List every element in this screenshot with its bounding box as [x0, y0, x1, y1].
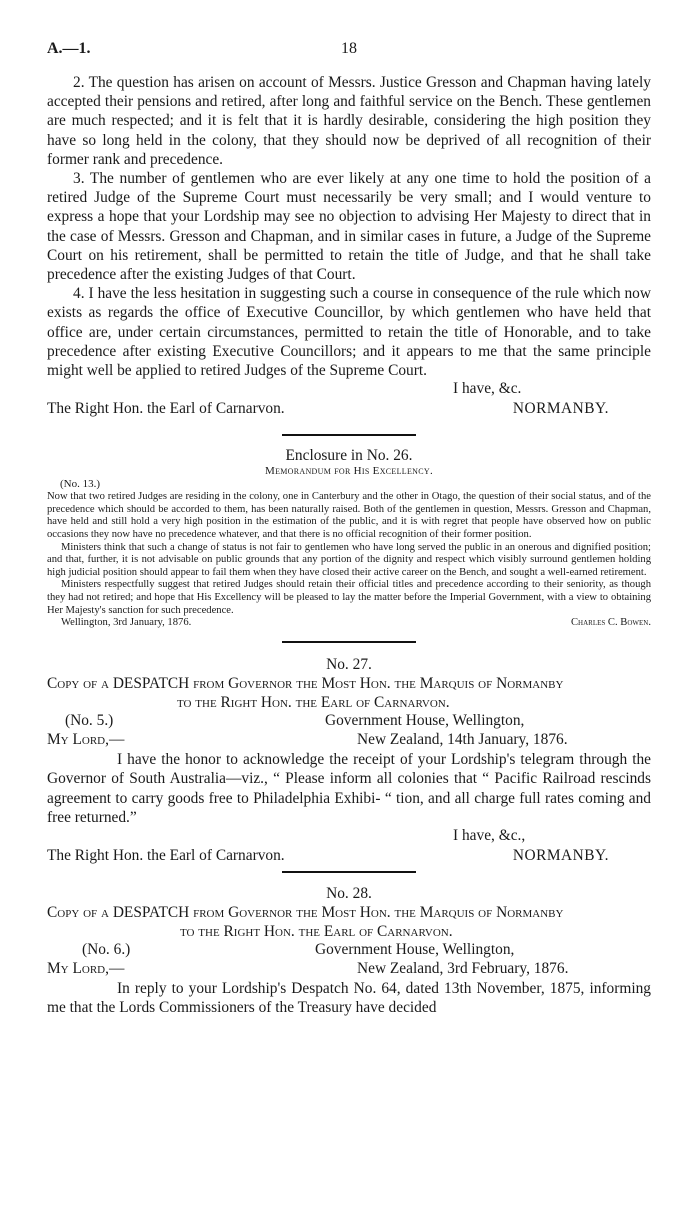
page-header [47, 40, 651, 62]
enclosure-heading: Enclosure in No. 26. [285, 447, 413, 465]
closing-phrase: I have, &c. [453, 380, 522, 398]
despatch-27-meta-2 [47, 731, 651, 750]
signature: NORMANBY. [512, 400, 609, 418]
despatch-27-title: Copy of a DESPATCH from Governor the Most Hon. the Marquis of Normanby [47, 675, 564, 693]
despatch-28-location: Government House, Wellington, [315, 941, 515, 958]
memorandum-paragraph-2: Ministers think that such a change of status is not fair to gentlemen who have long served the public in an onerous and dignified position; and that, further, it is not advisable on public grounds that any portion of the dignity and respect which visibly surround gentlemen holding high judicial position should appear to fail them when they have closed their active career on the Bench, and sought a well-earned retirement. [47, 541, 651, 578]
memorandum-paragraph-1: Now that two retired Judges are residing in the colony, one in Canterbury and the other in Otago, the question of their social status, and of the precedence which should be accorded to them, has been naturally raised. Both of the gentlemen in question, Messrs. Gresson and Chapman, have held and still hold a very high position in the estimation of the public, and it is with regret that people have observed how on public occasions they now have no precedence whatever, and that there is no official recognition of their former position. [47, 491, 651, 541]
memorandum-number: (No. 13.) [60, 478, 101, 491]
memorandum-title: Memorandum for His Excellency. [264, 465, 433, 478]
addressee: The Right Hon. the Earl of Carnarvon. [47, 847, 285, 864]
page-number: 18 [341, 40, 357, 57]
despatch-28-heading: No. 28. [326, 885, 372, 902]
despatch-27-signature-line [47, 847, 651, 869]
signature-line [47, 400, 651, 422]
despatch-27-date: New Zealand, 14th January, 1876. [357, 731, 568, 749]
document-page [47, 40, 651, 1017]
memorandum-place-date: Wellington, 3rd January, 1876. [61, 617, 192, 629]
addressee: The Right Hon. the Earl of Carnarvon. [47, 400, 285, 418]
memorandum-signatory: Charles C. Bowen. [570, 617, 651, 629]
despatch-28-title-2: to the Right Hon. the Earl of Carnarvon. [180, 923, 453, 940]
document-reference: A.—1. [47, 40, 91, 57]
despatch-27-salutation: My Lord,— [47, 731, 125, 749]
despatch-27-meta-1 [47, 712, 651, 731]
despatch-28-meta-2 [47, 960, 651, 979]
despatch-27-location: Government House, Wellington, [325, 712, 525, 730]
memorandum-paragraph-3: Ministers respectfully suggest that retired Judges should retain their official titles and precedence according to their seniority, as though they had not retired; and hope that His Excellency will be pleased to lay the matter before the Imperial Government, with a view to obtaining Her Majesty's sanction for such precedence. [47, 579, 651, 616]
despatch-27-body: I have the honor to acknowledge the receipt of your Lordship's telegram through the Governor of South Australia—viz., “ Please inform all colonies that “ Pacific Railroad rescinds agreement to carry goods free to Philadelphia Exhibi- “ tion, and all charge full rates coming and free returned.” [47, 751, 651, 826]
despatch-27-number: (No. 5.) [65, 712, 114, 730]
despatch-27-title-2: to the Right Hon. the Earl of Carnarvon. [177, 694, 450, 712]
despatch-27-heading: No. 27. [326, 656, 372, 674]
despatch-28-meta-1 [47, 941, 651, 960]
despatch-28-date: New Zealand, 3rd February, 1876. [357, 960, 569, 977]
paragraph-3: 3. The number of gentlemen who are ever likely at any one time to hold the position of a retired Judge of the Supreme Court must necessarily be very small; and I would venture to express a hope that your Lordship may see no objection to advising Her Majesty to direct that in the case of Messrs. Gresson and Chapman, and in similar cases in future, a Judge of the Supreme Court on his retirement, shall be permitted to retain the title of Judge, and that he shall take precedence after the existing Judges of that Court. [47, 170, 651, 284]
despatch-28-number: (No. 6.) [82, 941, 131, 958]
despatch-28-body: In reply to your Lordship's Despatch No. 64, dated 13th November, 1875, informing me that the Lords Commissioners of the Treasury have decided [47, 980, 651, 1017]
despatch-28-title: Copy of a DESPATCH from Governor the Most Hon. the Marquis of Normanby [47, 904, 564, 921]
paragraph-2: 2. The question has arisen on account of Messrs. Justice Gresson and Chapman having lately accepted their pensions and retired, after long and faithful service on the Bench. These gentlemen are much respected; and it is felt that it is hardly desirable, considering the high position they have so long held in the colony, that they should now be deprived of all recognition of their former rank and precedence. [47, 74, 651, 168]
memorandum-footer [47, 617, 651, 631]
despatch-27-closing: I have, &c., [453, 827, 526, 844]
paragraph-4: 4. I have the less hesitation in suggesting such a course in consequence of the rule which now exists as regards the office of Executive Councillor, by which gentlemen who have held that office are, under certain circumstances, permitted to retain the title of Honorable, and to take precedence after existing Executive Councillors; and it appears to me that the same principle might well be applied to retired Judges of the Supreme Court. [47, 285, 651, 380]
despatch-28-salutation: My Lord,— [47, 960, 125, 977]
signature: NORMANBY. [512, 847, 609, 864]
